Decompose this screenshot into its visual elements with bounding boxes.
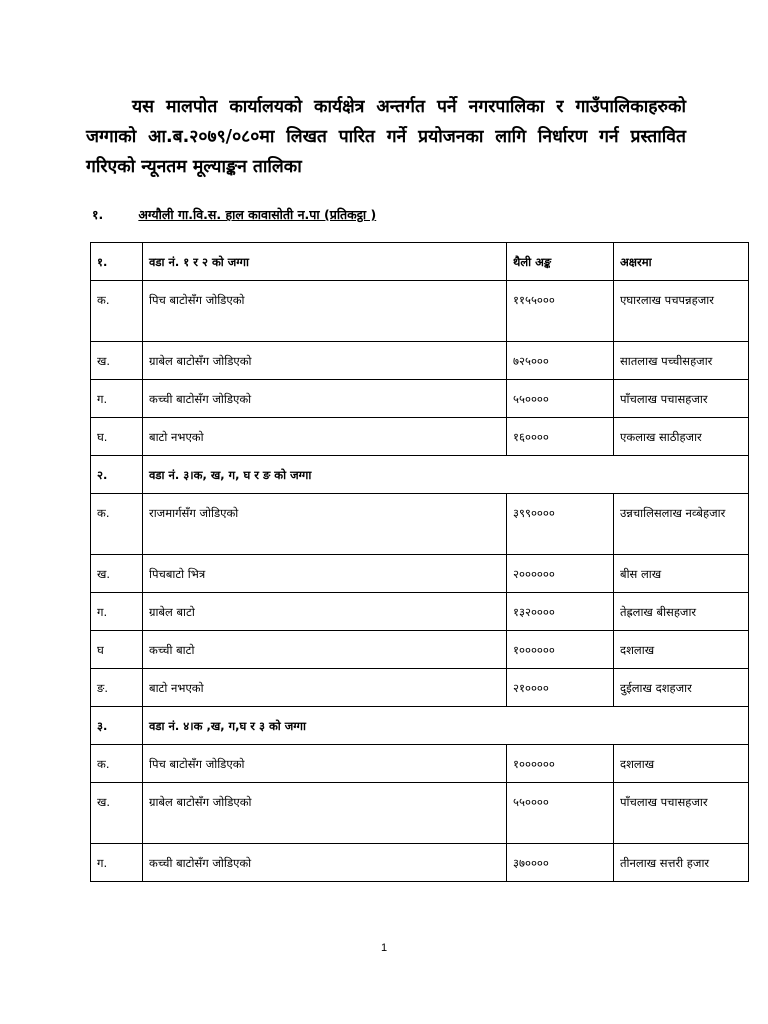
header-words: अक्षरमा [614, 243, 749, 281]
table-row [91, 555, 749, 593]
cell-sn: २. [91, 456, 143, 494]
header-sn: १. [91, 243, 143, 281]
cell-sn: क. [91, 494, 143, 555]
cell-words: उन्नचालिसलाख नव्बेहजार [614, 494, 749, 555]
section-heading [92, 206, 692, 223]
table-row [91, 593, 749, 631]
cell-amount: ५५०००० [507, 380, 614, 418]
table-row [91, 380, 749, 418]
cell-desc: बाटो नभएको [143, 669, 507, 707]
cell-words: एकलाख साठीहजार [614, 418, 749, 456]
section-row [91, 456, 749, 494]
cell-desc: राजमार्गसँग जोडिएको [143, 494, 507, 555]
cell-desc: कच्ची बाटोसँग जोडिएको [143, 844, 507, 882]
cell-sn: ख. [91, 783, 143, 844]
cell-sn: ग. [91, 844, 143, 882]
table-row [91, 418, 749, 456]
page-number: 1 [380, 942, 388, 954]
cell-words: तेह्रलाख बीसहजार [614, 593, 749, 631]
cell-desc: ग्राबेल बाटोसँग जोडिएको [143, 783, 507, 844]
cell-sn: ग. [91, 593, 143, 631]
table-header-row [91, 243, 749, 281]
cell-words: पाँचलाख पचासहजार [614, 783, 749, 844]
cell-amount: २१०००० [507, 669, 614, 707]
cell-words: एघारलाख पचपन्नहजार [614, 281, 749, 342]
valuation-table [90, 242, 749, 882]
section-row [91, 707, 749, 745]
table-row [91, 844, 749, 882]
cell-amount: १०००००० [507, 745, 614, 783]
document-heading: यस मालपोत कार्यालयको कार्यक्षेत्र अन्तर्गत पर्ने नगरपालिका र गाउँपालिकाहरुको जग्गाको आ.ब.२०७९/०८०मा लिखत पारित गर्ने प्रयोजनका लागि निर्धारण गर्न प्रस्तावित गरिएको न्यूनतम मूल्याङ्कन तालिका [86, 97, 686, 177]
cell-sn: ग. [91, 380, 143, 418]
cell-desc: पिच बाटोसँग जोडिएको [143, 281, 507, 342]
cell-amount: ३९९०००० [507, 494, 614, 555]
cell-words: पाँचलाख पचासहजार [614, 380, 749, 418]
cell-amount: ७२५००० [507, 342, 614, 380]
table-row [91, 669, 749, 707]
section-number: १. [92, 207, 104, 222]
header-amount: थैली अङ्क [507, 243, 614, 281]
cell-desc: कच्ची बाटो [143, 631, 507, 669]
cell-amount: ३७०००० [507, 844, 614, 882]
cell-sn: ३. [91, 707, 143, 745]
table-row [91, 745, 749, 783]
cell-desc: ग्राबेल बाटो [143, 593, 507, 631]
cell-amount: ५५०००० [507, 783, 614, 844]
cell-amount: १६०००० [507, 418, 614, 456]
cell-words: तीनलाख सत्तरी हजार [614, 844, 749, 882]
table-row [91, 783, 749, 844]
cell-words: दशलाख [614, 745, 749, 783]
table-row [91, 281, 749, 342]
cell-desc: वडा नं. ३।क, ख, ग, घ र ङ को जग्गा [143, 456, 749, 494]
cell-desc: पिचबाटो भित्र [143, 555, 507, 593]
cell-sn: क. [91, 281, 143, 342]
cell-sn: ख. [91, 555, 143, 593]
cell-sn: घ. [91, 418, 143, 456]
cell-sn: घ [91, 631, 143, 669]
cell-words: बीस लाख [614, 555, 749, 593]
cell-amount: १३२०००० [507, 593, 614, 631]
cell-amount: ११५५००० [507, 281, 614, 342]
section-title: अग्यौली गा.वि.स. हाल कावासोती न.पा (प्रतिकट्ठा ) [138, 207, 377, 222]
cell-desc: ग्राबेल बाटोसँग जोडिएको [143, 342, 507, 380]
table-row [91, 631, 749, 669]
cell-amount: २०००००० [507, 555, 614, 593]
cell-desc: वडा नं. ४।क ,ख, ग,घ र ३ को जग्गा [143, 707, 749, 745]
cell-words: दुईलाख दशहजार [614, 669, 749, 707]
cell-sn: क. [91, 745, 143, 783]
cell-amount: १०००००० [507, 631, 614, 669]
cell-desc: बाटो नभएको [143, 418, 507, 456]
cell-sn: ङ. [91, 669, 143, 707]
table-row [91, 342, 749, 380]
cell-sn: ख. [91, 342, 143, 380]
cell-desc: पिच बाटोसँग जोडिएको [143, 745, 507, 783]
cell-words: सातलाख पच्चीसहजार [614, 342, 749, 380]
cell-words: दशलाख [614, 631, 749, 669]
header-desc: वडा नं. १ र २ को जग्गा [143, 243, 507, 281]
table-row [91, 494, 749, 555]
cell-desc: कच्ची बाटोसँग जोडिएको [143, 380, 507, 418]
